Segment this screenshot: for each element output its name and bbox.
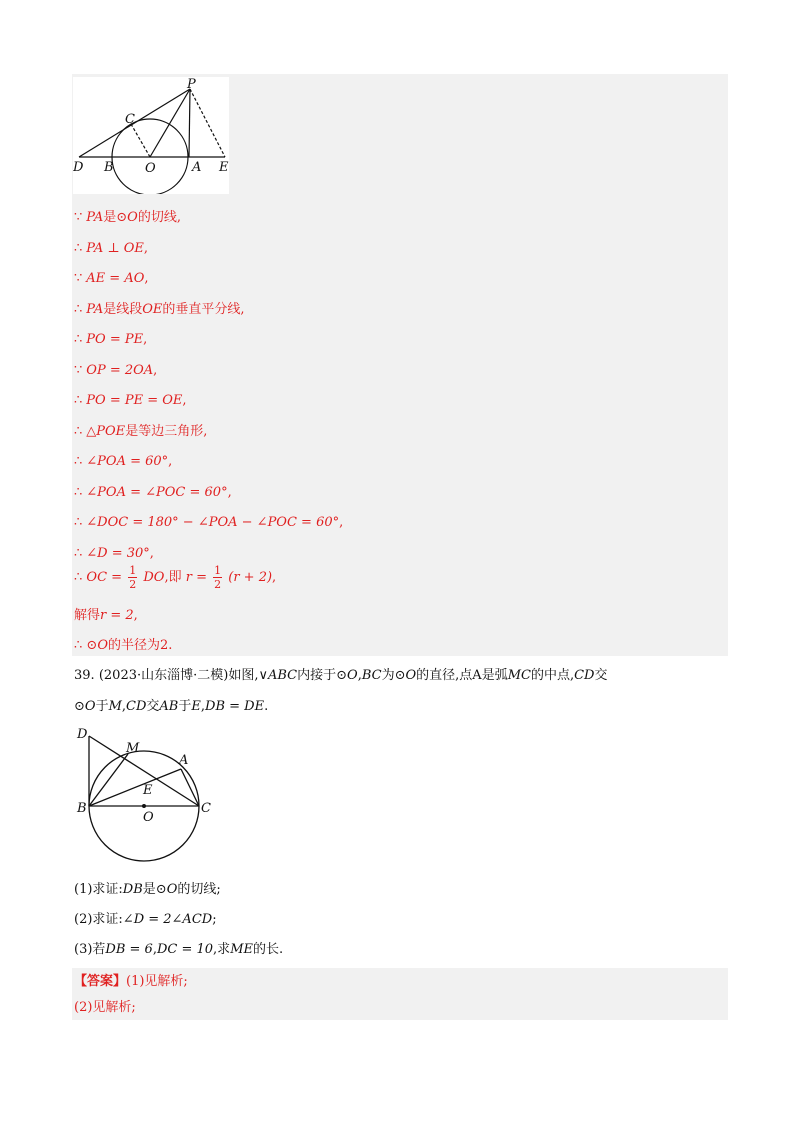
problem-line-2	[74, 697, 268, 717]
problem-part: ,	[357, 668, 362, 683]
step-math: ∠POA = ∠POC = 60°	[86, 485, 228, 500]
step-text: 是	[103, 210, 117, 225]
q1-text-1: 是	[142, 882, 156, 897]
fraction-1	[128, 564, 137, 591]
step-solve	[74, 606, 138, 626]
q3-math-2: DC = 10	[156, 942, 214, 957]
step-text: ,	[144, 271, 149, 286]
step-text: ,	[143, 332, 148, 347]
step-math: OP = 2OA	[86, 363, 154, 378]
line-oc	[131, 124, 150, 157]
q3-label: (3)若	[74, 942, 106, 957]
problem-part: 的直径,点A是弧	[416, 668, 508, 683]
step-conclusion	[74, 636, 172, 656]
center-dot	[142, 804, 146, 808]
problem-part: ,	[121, 699, 127, 714]
step-symbol: ∴	[74, 424, 83, 439]
problem-part: DB = DE	[205, 699, 265, 714]
step-math: OE	[142, 302, 163, 317]
solution-step	[74, 361, 157, 381]
q3-math-3: ME	[230, 942, 253, 957]
q3-text-2: ,求	[213, 942, 231, 957]
circle-symbol: ⊙O	[86, 638, 108, 653]
problem-part: E	[191, 699, 201, 714]
frac-num: 1	[129, 564, 137, 577]
q2-text-1: ;	[212, 912, 217, 927]
line-op	[150, 89, 190, 157]
step-symbol: ∴	[74, 241, 83, 256]
solution-step	[74, 452, 172, 472]
line-pa	[189, 89, 190, 157]
step-math: ∠D = 30°	[86, 546, 150, 561]
label-e2: E	[143, 783, 153, 798]
q3-math-1: DB = 6	[105, 942, 153, 957]
solve-end: ,	[133, 608, 138, 623]
solution-step	[74, 422, 207, 442]
label-o2: O	[143, 810, 154, 825]
answer-1: (1)见解析;	[126, 974, 188, 989]
label-o: O	[145, 161, 156, 176]
step-symbol: ∴	[74, 515, 83, 530]
label-a2: A	[179, 753, 189, 768]
step-text: 的垂直平分线,	[162, 302, 245, 317]
q3-text-3: 的长.	[253, 942, 284, 957]
step-text: ,	[143, 241, 149, 256]
label-p: P	[187, 77, 196, 92]
q1-math-1: DB	[122, 882, 143, 897]
problem-number: 39.	[74, 668, 95, 683]
answer-2: (2)见解析;	[74, 1000, 136, 1015]
step-text: 是线段	[103, 302, 143, 317]
step-math: AE = AO	[86, 271, 145, 286]
step-text: ,	[182, 393, 187, 408]
step-text: 的切线,	[137, 210, 181, 225]
step-text: 是等边三角形,	[125, 424, 208, 439]
step-symbol: ∴	[74, 638, 83, 653]
q1-label: (1)求证:	[74, 882, 123, 897]
step-math: ∠DOC = 180° − ∠POA − ∠POC = 60°	[86, 515, 340, 530]
label-e: E	[219, 160, 229, 175]
step-symbol: ∴	[74, 546, 83, 561]
figure-1-svg	[73, 77, 229, 194]
step-symbol: ∵	[74, 363, 83, 378]
label-c: C	[125, 112, 135, 127]
figure-inscribed-triangle	[73, 724, 233, 886]
q2-label: (2)求证:	[74, 912, 123, 927]
step-math: △POE	[86, 424, 126, 439]
step-text: ,	[168, 454, 173, 469]
frac-den2: 2	[214, 578, 222, 591]
step-symbol: ∵	[74, 271, 83, 286]
step-fraction	[74, 564, 276, 591]
problem-part: 内接于	[297, 668, 337, 683]
line-pe	[190, 89, 225, 157]
problem-part: BC	[361, 668, 382, 683]
step-symbol: ∴	[74, 454, 83, 469]
fraction-2	[213, 564, 222, 591]
q1-math-2: ⊙O	[155, 882, 178, 897]
problem-part: ∨ABC	[258, 668, 298, 683]
problem-part: 交	[594, 668, 608, 683]
frac-mid: DO	[143, 570, 165, 585]
solution-step	[74, 544, 154, 564]
step-symbol: ∴	[74, 332, 83, 347]
frac-end: ,	[272, 570, 277, 585]
solution-step	[74, 208, 181, 228]
problem-part: 的中点,	[530, 668, 575, 683]
step-math: PA	[86, 210, 104, 225]
problem-source: (2023·山东淄博·二模)	[98, 668, 229, 683]
solve-label: 解得	[74, 608, 101, 623]
step-text: ,	[339, 515, 344, 530]
problem-part: ,	[200, 699, 206, 714]
question-3	[74, 940, 283, 960]
problem-text-2	[74, 699, 268, 714]
frac-num2: 1	[214, 564, 222, 577]
step-math: PA ⊥ OE	[86, 241, 144, 256]
problem-part: AB	[159, 699, 179, 714]
label-b: B	[104, 160, 114, 175]
step-symbol: ∴	[74, 485, 83, 500]
solution-step	[74, 483, 232, 503]
solve-expr: r = 2	[100, 608, 134, 623]
problem-text-1	[228, 668, 607, 683]
solution-step	[74, 391, 187, 411]
step-math: PO = PE	[86, 332, 144, 347]
problem-part: 为	[381, 668, 395, 683]
figure-tangent-triangle	[73, 77, 229, 194]
problem-part: CD	[126, 699, 147, 714]
frac-sep: ,即	[164, 570, 182, 585]
step-math: ⊙O	[116, 210, 138, 225]
frac-den: 2	[129, 578, 137, 591]
problem-part: 交	[146, 699, 160, 714]
step-math: ∠POA = 60°	[86, 454, 169, 469]
step-symbol: ∴	[74, 393, 83, 408]
q1-text-2: 的切线;	[177, 882, 221, 897]
label-a: A	[192, 160, 202, 175]
problem-part: 如图,	[228, 668, 259, 683]
step-math: PA	[86, 302, 104, 317]
problem-part: 于	[178, 699, 192, 714]
question-1	[74, 880, 221, 900]
problem-part: .	[264, 699, 269, 714]
frac-rhs2: (r + 2)	[228, 570, 273, 585]
solution-step	[74, 269, 149, 289]
label-d2: D	[77, 727, 88, 742]
step-symbol: ∵	[74, 210, 83, 225]
problem-part: ⊙O	[74, 699, 96, 714]
step-math: PO = PE = OE	[86, 393, 183, 408]
solution-step	[74, 330, 147, 350]
answer-line-1	[74, 972, 188, 992]
question-2	[74, 910, 217, 930]
problem-part: MC	[507, 668, 531, 683]
solution-step	[74, 513, 343, 533]
frac-lhs2: r =	[185, 570, 207, 585]
problem-part: ⊙O	[336, 668, 358, 683]
step-symbol: ∴	[74, 302, 83, 317]
step-symbol: ∴	[74, 570, 83, 585]
answer-header: 【答案】	[74, 974, 127, 989]
label-m2: M	[126, 741, 140, 756]
step-text: ,	[153, 363, 158, 378]
q3-comma: ,	[152, 942, 157, 957]
solution-step	[74, 300, 245, 320]
q2-math-1: ∠D = 2∠ACD	[122, 912, 213, 927]
label-b2: B	[77, 801, 87, 816]
problem-part: M	[108, 699, 122, 714]
problem-part: ⊙O	[394, 668, 417, 683]
frac-lhs: OC =	[86, 570, 123, 585]
problem-line-1	[74, 666, 608, 686]
step-text: ,	[149, 546, 154, 561]
conclusion-text: 的半径为2.	[107, 638, 173, 653]
label-c2: C	[201, 801, 211, 816]
solution-step	[74, 239, 148, 259]
answer-line-2	[74, 998, 136, 1018]
problem-part: CD	[574, 668, 595, 683]
step-text: ,	[227, 485, 232, 500]
figure-2-svg	[73, 724, 233, 886]
problem-part: 于	[95, 699, 109, 714]
label-d: D	[73, 160, 84, 175]
